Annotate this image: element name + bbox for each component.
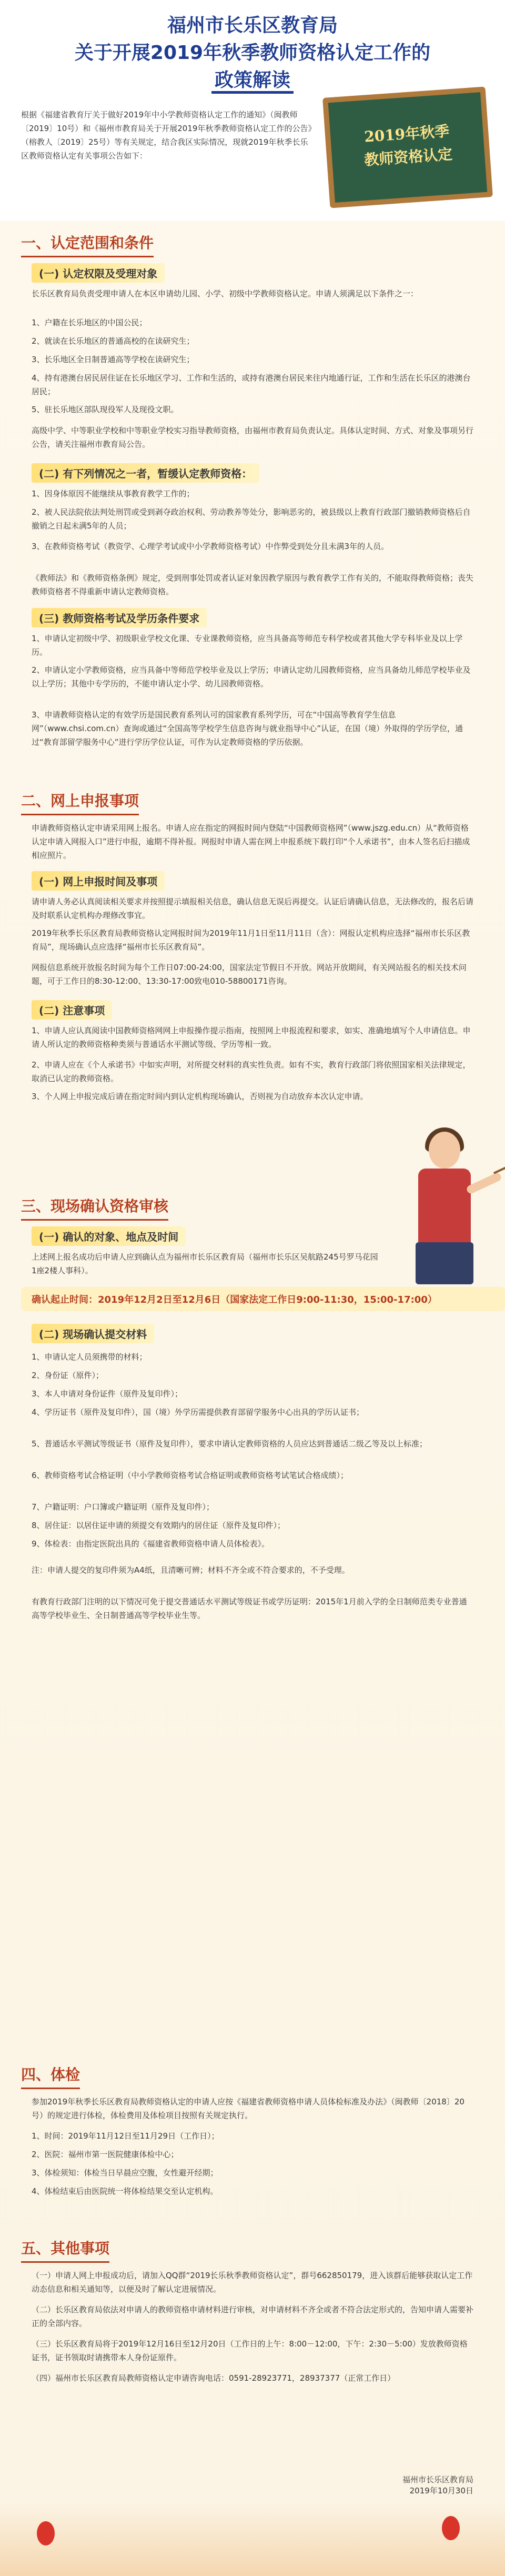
section-3-item-8: 8、居住证：以居住证申请的须提交有效期内的居住证（原件及复印件）； xyxy=(32,1521,286,1530)
section-2-item-3: 3、个人网上申报完成后请在指定时间内到认定机构现场确认，否则视为自动放弃本次认定申请。 xyxy=(32,1092,368,1101)
section-2-item-2: 2、申请人应在《个人承诺书》中如实声明，对所提交材料的真实性负责。如有不实，教育行政部门将依照国家相关法律规定，取消已认定的教师资格。 xyxy=(32,1060,471,1083)
footer-date: 2019年10月30日 xyxy=(409,2486,473,2495)
section-3-title: 三、现场确认资格审核 xyxy=(21,1195,168,1221)
title-line-1: 福州市长乐区教育局 xyxy=(167,15,338,36)
section-3-item-7: 7、户籍证明：户口簿或户籍证明（原件及复印件）； xyxy=(32,1502,215,1512)
confirm-time-highlight: 确认起止时间：2019年12月2日至12月6日（国家法定工作日9:00-11:30，15:00-17:00） xyxy=(21,1287,505,1311)
section-2-p1: 申请教师资格认定申请采用网上报名。申请人应在指定的网报时间内登陆“中国教师资格网”（www.jszg.edu.cn）从“教师资格认定申请入网报入口”进行申报，逾期不得补报。网报时申请人需在网上申报系统下载打印“个人承诺书”，由本人签名后扫描成相应照片。 xyxy=(32,823,470,860)
section-2 xyxy=(0,790,505,1190)
section-5-item-3: （三）长乐区教育局将于2019年12月16日至12月20日（工作日的上午：8:00－12:00，下午：2:30－5:00）发放教师资格证书，证书领取时请携带本人身份证原件。 xyxy=(32,2339,468,2362)
section-4 xyxy=(0,2063,505,2221)
section-3-p1: 上述网上报名成功后申请人应到确认点为福州市长乐区教育局（福州市长乐区吴航路245号罗马花园1座2楼人事科）。 xyxy=(32,1252,378,1275)
footer-org: 福州市长乐区教育局 xyxy=(402,2475,473,2484)
section-2-p4: 网报信息系统开放报名时间为每个工作日07:00-24:00，国家法定节假日不开放。网站开放期间，有关网站报名的相关技术问题，可于工作日的8:30-12:00、13:30-17:00致电010-58800171咨询。 xyxy=(32,963,467,986)
section-3-item-1: 1、申请认定人员须携带的材料； xyxy=(32,1352,147,1362)
chalkboard-illustration xyxy=(322,86,493,208)
teacher-head xyxy=(429,1132,460,1169)
teacher-illustration xyxy=(400,1132,489,1305)
chalkboard-line-2: 教师资格认定 xyxy=(363,145,453,169)
chalkboard-text xyxy=(330,117,485,174)
section-4-item-4: 4、体检结束后由医院统一将体检结果交至认定机构。 xyxy=(32,2186,218,2196)
section-3 xyxy=(0,1195,505,1932)
section-1-sub-2: (二) 有下列情况之一者，暂缓认定教师资格： xyxy=(32,463,259,483)
section-4-p1: 参加2019年秋季长乐区教育局教师资格认定的申请人应按《福建省教师资格申请人员体检标准及办法》（闽教师〔2018〕20号）的规定进行体检，体检费用及体检项目按照有关规定执行。 xyxy=(32,2097,464,2120)
section-3-sub-1: (一) 确认的对象、地点及时间 xyxy=(32,1226,186,1246)
section-4-item-2: 2、医院：福州市第一医院健康体检中心； xyxy=(32,2150,179,2159)
teacher-skirt xyxy=(416,1242,473,1284)
section-1-item2-2: 2、被人民法院依法判处刑罚或受到剥夺政治权利、劳动教养等处分，影响恶劣的，被县级以上教育行政部门撤销教师资格后自撤销之日起未满5年的人员； xyxy=(32,507,471,531)
bottom-decoration xyxy=(0,2502,505,2576)
section-3-item-3: 3、本人申请对身份证件（原件及复印件）； xyxy=(32,1389,183,1399)
section-1-p3: 《教师法》和《教师资格条例》规定，受到刑事处罚或者认证对象因教学原因与教育教学工作有关的，不能取得教师资格；丧失教师资格者不得重新申请认定教师资格。 xyxy=(32,573,474,596)
section-3-item-6: 6、教师资格考试合格证明（中小学教师资格考试合格证明或教师资格考试笔试合格成绩）； xyxy=(32,1471,349,1480)
section-5-item-2: （二）长乐区教育局依法对申请人的教师资格申请材料进行审核，对申请材料不齐全或者不符合法定形式的，告知申请人需要补正的全部内容。 xyxy=(32,2305,474,2328)
title-line-3-text: 政策解读 xyxy=(211,69,294,94)
section-3-p2: 注：申请人提交的复印件须为A4纸，且清晰可辨；材料不齐全或不符合要求的，不予受理。 xyxy=(32,1565,350,1575)
section-3-item-2: 2、身份证（原件）； xyxy=(32,1371,104,1380)
section-1-title: 一、认定范围和条件 xyxy=(21,232,154,257)
section-4-item-3: 3、体检须知：体检当日早晨应空腹，女性避开经期； xyxy=(32,2168,218,2178)
section-1-sub-3: (三) 教师资格考试及学历条件要求 xyxy=(32,608,207,627)
section-2-title: 二、网上申报事项 xyxy=(21,790,139,815)
section-1-item3-1: 1、申请认定初级中学、初级职业学校文化课、专业课教师资格，应当具备高等师范专科学校或者其他大学专科毕业及以上学历。 xyxy=(32,634,463,657)
lantern-icon xyxy=(442,2516,460,2540)
section-2-sub-1: (一) 网上申报时间及事项 xyxy=(32,871,165,891)
section-1-p1: 长乐区教育局负责受理申请人在本区申请幼儿园、小学、初级中学教师资格认定。申请人须满足以下条件之一： xyxy=(32,289,419,298)
section-5-item-1: （一）申请人网上申报成功后，请加入QQ群“2019长乐秋季教师资格认定”，群号662850179，进入该群后能够获取认定工作动态信息和相关通知等，以便及时了解认定进展情况。 xyxy=(32,2271,473,2294)
section-2-sub-2: (二) 注意事项 xyxy=(32,1000,112,1020)
section-3-p3: 有教育行政部门注明的以下情况可免于提交普通话水平测试等级证书或学历证明：2015年1月前入学的全日制师范类专业普通高等学校毕业生、全日制普通高等学校毕业生等。 xyxy=(32,1597,467,1620)
teacher-body xyxy=(418,1169,471,1247)
section-1-sub-1: (一) 认定权限及受理对象 xyxy=(32,263,165,283)
lantern-icon xyxy=(37,2521,55,2545)
section-1-item2-1: 1、因身体原因不能继续从事教育教学工作的； xyxy=(32,489,195,498)
section-5 xyxy=(0,2237,505,2458)
header xyxy=(0,0,505,221)
section-5-title: 五、其他事项 xyxy=(21,2237,109,2263)
section-1-item-5: 5、驻长乐地区部队现役军人及现役文职。 xyxy=(32,405,179,414)
section-3-item-9: 9、体检表：由指定医院出具的《福建省教师资格申请人员体检表》。 xyxy=(32,1539,270,1549)
section-1 xyxy=(0,232,505,784)
section-1-p2: 高级中学、中等职业学校和中等职业学校实习指导教师资格，由福州市教育局负责认定。具体认定时间、方式、对象及事项另行公告，请关注福州市教育局公告。 xyxy=(32,426,474,449)
title-line-2: 关于开展2019年秋季教师资格认定工作的 xyxy=(74,42,431,64)
section-2-p2: 请申请人务必认真阅读相关要求并按照提示填报相关信息，确认信息无误后再提交。认证后请确认信息，无法修改的，报名后请及时联系认定机构办理修改事宜。 xyxy=(32,897,474,920)
title-line-3 xyxy=(0,65,505,92)
section-2-item-1: 1、申请人应认真阅读中国教师资格网网上申报操作提示指南，按照网上申报流程和要求，如实、准确地填写个人申请信息。申请人所认定的教师资格种类须与普通话水平测试等级、学历等相一致。 xyxy=(32,1026,471,1049)
chalkboard-line-1: 2019年秋季 xyxy=(363,122,450,146)
section-4-item-1: 1、时间：2019年11月12日至11月29日（工作日）； xyxy=(32,2131,219,2141)
section-1-item2-3: 3、在教师资格考试（教资学、心理学考试或中小学教师资格考试）中作弊受到处分且未满3年的人员。 xyxy=(32,542,389,551)
section-2-p3: 2019年秋季长乐区教育局教师资格认定网报时间为2019年11月1日至11月11日（含）：网报认定机构应选择“福州市长乐区教育局”，现场确认点应选择“福州市长乐区教育局”。 xyxy=(32,928,470,952)
section-1-item3-3: 3、申请教师资格认定的有效学历是国民教育系列认可的国家教育系列学历，可在“中国高等教育学生信息网”（www.chsi.com.cn）查询或通过“全国高等学校学生信息咨询与就业指导中心”认证，在国（境）外取得的学历学位，通过“教育部留学服务中心”进行学历学位认证，可作为认定教师资格的学历依据。 xyxy=(32,710,463,747)
section-1-item3-2: 2、申请认定小学教师资格，应当具备中等师范学校毕业及以上学历；申请认定幼儿园教师资格，应当具备幼儿师范学校毕业及以上学历；其他中专学历的，不能申请认定小学、幼儿园教师资格。 xyxy=(32,665,471,688)
footer xyxy=(402,2474,473,2496)
section-3-item-5: 5、普通话水平测试等级证书（原件及复印件），要求申请认定教师资格的人员应达到普通话二级乙等及以上标准； xyxy=(32,1439,428,1449)
section-5-item-4: （四）福州市长乐区教育局教师资格认定申请咨询电话：0591-28923771，28937377（正常工作日） xyxy=(32,2373,396,2383)
section-1-item-3: 3、长乐地区全日制普通高等学校在读研究生； xyxy=(32,355,195,364)
section-1-item-2: 2、就读在长乐地区的普通高校的在读研究生； xyxy=(32,336,195,346)
section-3-item-4: 4、学历证书（原件及复印件），国（境）外学历需提供教育部留学服务中心出具的学历认证书； xyxy=(32,1407,365,1417)
lead-paragraph: 根据《福建省教育厅关于做好2019年中小学教师资格认定工作的通知》（闽教师〔2019〕10号）和《福州市教育局关于开展2019年秋季教师资格认定工作的公告》（榕教人〔2019〕25号）等有关规定，结合我区实际情况，现就2019年秋季长乐区教师资格认定有关事项公告如下： xyxy=(21,110,312,161)
section-4-title: 四、体检 xyxy=(21,2063,80,2089)
section-1-item-1: 1、户籍在长乐地区的中国公民； xyxy=(32,318,147,327)
section-1-item-4: 4、持有港澳台居民居住证在长乐地区学习、工作和生活的，或持有港澳台居民来往内地通行证，工作和生活在长乐区的港澳台居民； xyxy=(32,373,471,396)
section-3-sub-2: (二) 现场确认提交材料 xyxy=(32,1324,154,1343)
